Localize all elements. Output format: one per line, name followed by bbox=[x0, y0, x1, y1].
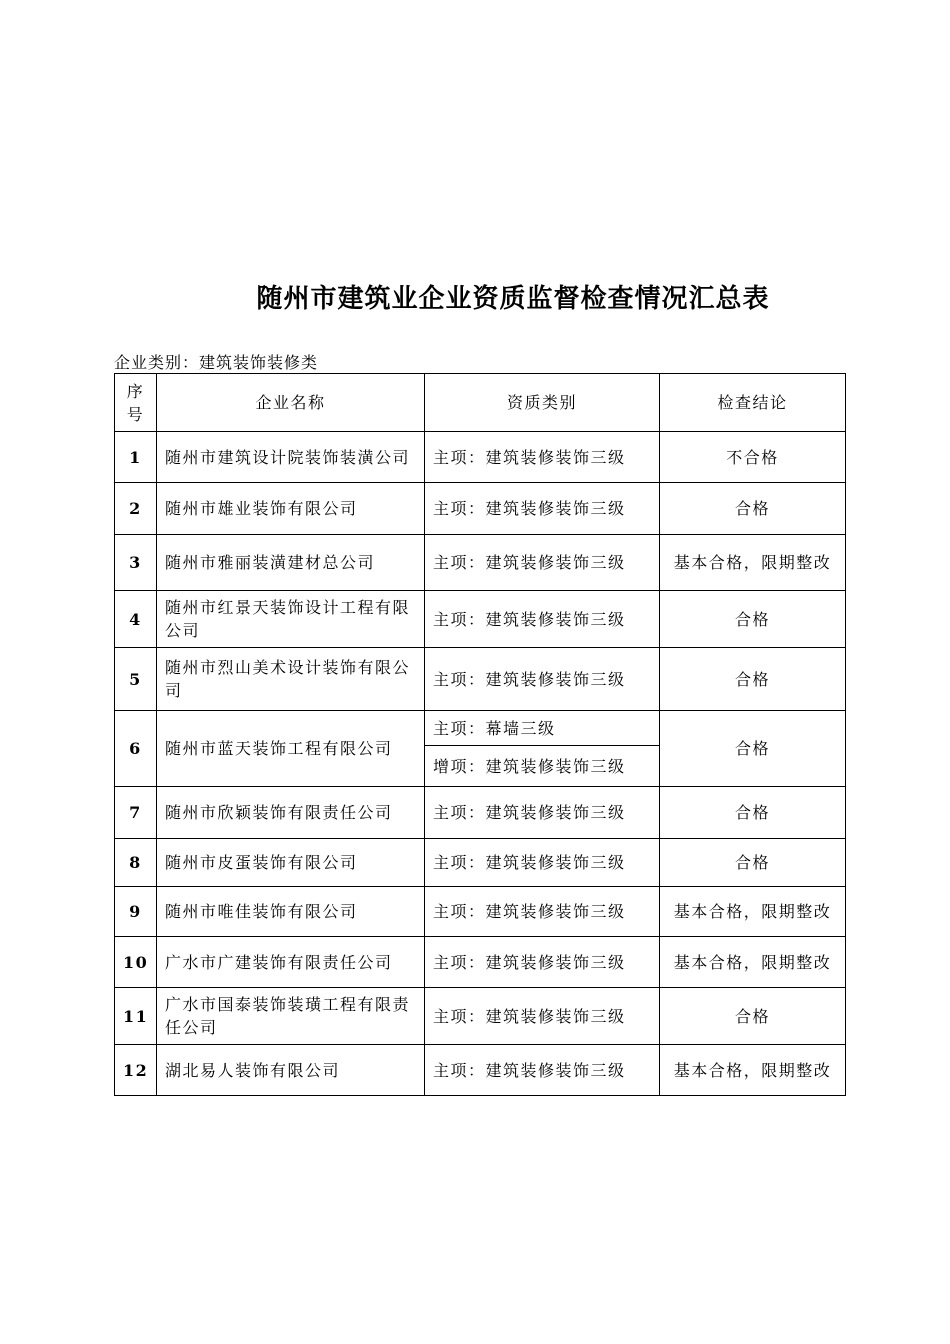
header-no: 序号 bbox=[115, 374, 157, 432]
row-number: 1 bbox=[115, 432, 157, 483]
inspection-result: 不合格 bbox=[660, 432, 846, 483]
company-name: 湖北易人装饰有限公司 bbox=[157, 1045, 425, 1096]
company-name: 广水市国泰装饰装璜工程有限责任公司 bbox=[157, 988, 425, 1045]
company-name: 随州市雄业装饰有限公司 bbox=[157, 483, 425, 535]
qualification-type: 主项：幕墙三级 bbox=[425, 711, 660, 746]
company-name: 随州市烈山美术设计装饰有限公司 bbox=[157, 648, 425, 711]
table-row bbox=[115, 839, 846, 887]
table-row bbox=[115, 988, 846, 1045]
row-number: 4 bbox=[115, 591, 157, 648]
qualification-type: 主项：建筑装修装饰三级 bbox=[425, 483, 660, 535]
header-result: 检查结论 bbox=[660, 374, 846, 432]
table-body bbox=[115, 374, 846, 1096]
table-row bbox=[115, 787, 846, 839]
row-number: 12 bbox=[115, 1045, 157, 1096]
company-name: 广水市广建装饰有限责任公司 bbox=[157, 937, 425, 988]
qualification-type: 主项：建筑装修装饰三级 bbox=[425, 1045, 660, 1096]
inspection-summary-table bbox=[114, 373, 846, 1096]
inspection-result: 合格 bbox=[660, 483, 846, 535]
row-number: 5 bbox=[115, 648, 157, 711]
row-number: 10 bbox=[115, 937, 157, 988]
qualification-type: 主项：建筑装修装饰三级 bbox=[425, 591, 660, 648]
company-name: 随州市红景天装饰设计工程有限公司 bbox=[157, 591, 425, 648]
row-number: 11 bbox=[115, 988, 157, 1045]
company-name: 随州市皮蛋装饰有限公司 bbox=[157, 839, 425, 887]
inspection-result: 基本合格，限期整改 bbox=[660, 887, 846, 937]
row-number: 6 bbox=[115, 711, 157, 787]
table-row bbox=[115, 432, 846, 483]
inspection-result: 合格 bbox=[660, 787, 846, 839]
row-number: 3 bbox=[115, 535, 157, 591]
qualification-type: 主项：建筑装修装饰三级 bbox=[425, 988, 660, 1045]
table-row bbox=[115, 937, 846, 988]
qualification-type: 主项：建筑装修装饰三级 bbox=[425, 648, 660, 711]
row-number: 9 bbox=[115, 887, 157, 937]
table-row bbox=[115, 648, 846, 711]
inspection-result: 基本合格，限期整改 bbox=[660, 937, 846, 988]
company-name: 随州市唯佳装饰有限公司 bbox=[157, 887, 425, 937]
qualification-type: 主项：建筑装修装饰三级 bbox=[425, 535, 660, 591]
inspection-result: 基本合格，限期整改 bbox=[660, 1045, 846, 1096]
company-name: 随州市雅丽装潢建材总公司 bbox=[157, 535, 425, 591]
table-row bbox=[115, 887, 846, 937]
inspection-result: 合格 bbox=[660, 988, 846, 1045]
table-row bbox=[115, 711, 846, 746]
table-row bbox=[115, 1045, 846, 1096]
company-name: 随州市欣颖装饰有限责任公司 bbox=[157, 787, 425, 839]
row-number: 8 bbox=[115, 839, 157, 887]
header-qualification: 资质类别 bbox=[425, 374, 660, 432]
qualification-type: 主项：建筑装修装饰三级 bbox=[425, 937, 660, 988]
company-name: 随州市建筑设计院装饰装潢公司 bbox=[157, 432, 425, 483]
inspection-result: 合格 bbox=[660, 711, 846, 787]
table-header-row bbox=[115, 374, 846, 432]
row-number: 2 bbox=[115, 483, 157, 535]
row-number: 7 bbox=[115, 787, 157, 839]
inspection-result: 合格 bbox=[660, 648, 846, 711]
table-row bbox=[115, 591, 846, 648]
company-name: 随州市蓝天装饰工程有限公司 bbox=[157, 711, 425, 787]
page-title: 随州市建筑业企业资质监督检查情况汇总表 bbox=[256, 284, 770, 314]
enterprise-category: 企业类别：建筑装饰装修类 bbox=[114, 353, 319, 372]
inspection-result: 合格 bbox=[660, 839, 846, 887]
table-row bbox=[115, 535, 846, 591]
table-row bbox=[115, 483, 846, 535]
qualification-type: 主项：建筑装修装饰三级 bbox=[425, 887, 660, 937]
qualification-type: 主项：建筑装修装饰三级 bbox=[425, 839, 660, 887]
qualification-type: 主项：建筑装修装饰三级 bbox=[425, 432, 660, 483]
inspection-result: 基本合格，限期整改 bbox=[660, 535, 846, 591]
inspection-result: 合格 bbox=[660, 591, 846, 648]
qualification-type: 主项：建筑装修装饰三级 bbox=[425, 787, 660, 839]
header-name: 企业名称 bbox=[157, 374, 425, 432]
qualification-type: 增项：建筑装修装饰三级 bbox=[425, 746, 660, 787]
